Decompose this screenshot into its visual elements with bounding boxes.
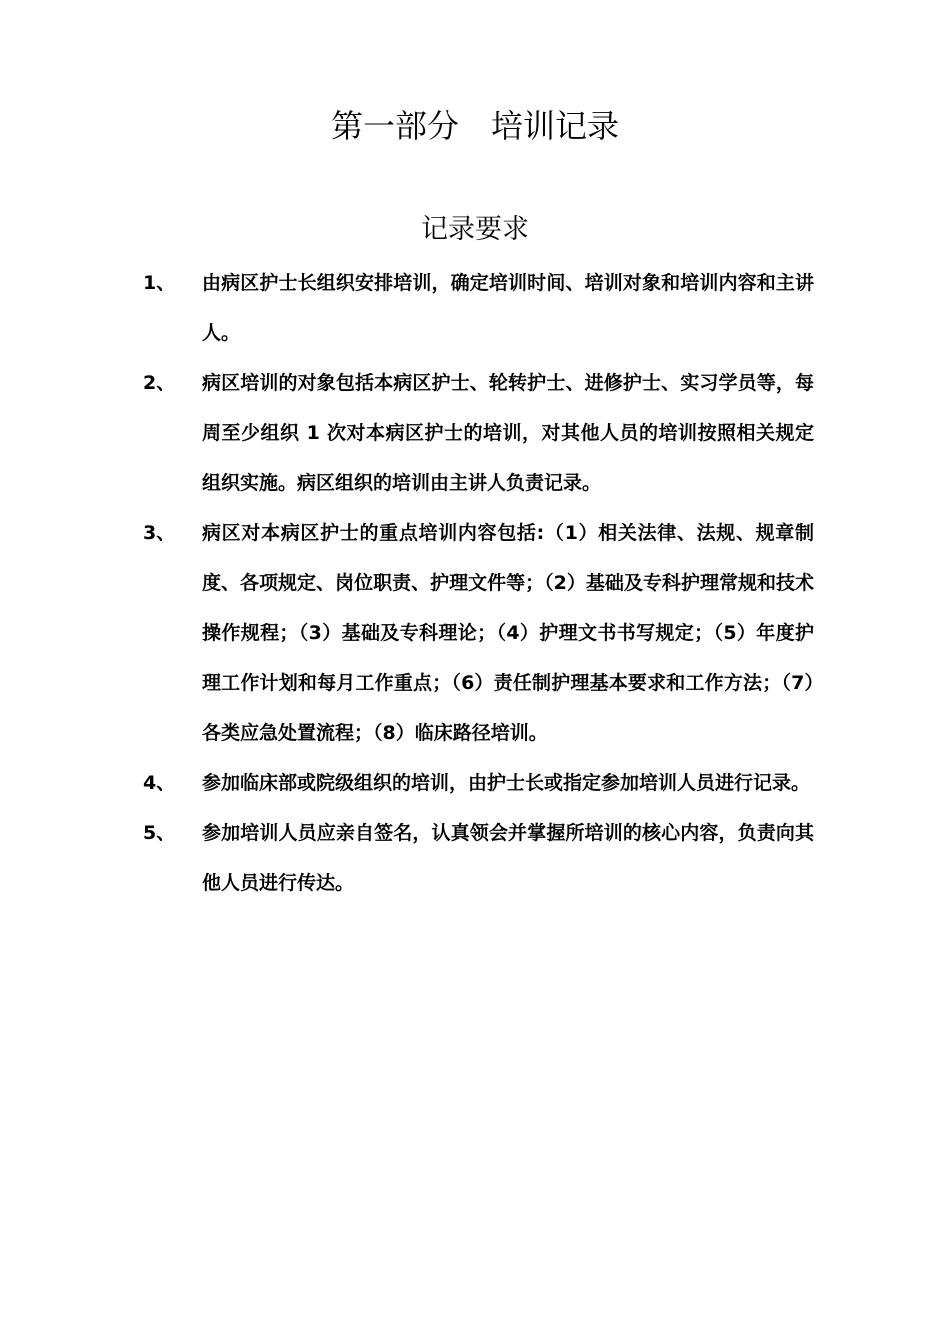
item-number: 3、 <box>143 522 176 544</box>
item-number: 4、 <box>143 772 176 794</box>
list-item <box>0 808 950 908</box>
list-item <box>0 258 950 358</box>
item-text: 病区培训的对象包括本病区护士、轮转护士、进修护士、实习学员等，每周至少组织 1 次对本病区护士的培训，对其他人员的培训按照相关规定组织实施。病区组织的培训由主讲人负责记录。 <box>202 372 814 494</box>
item-number: 1、 <box>143 272 176 294</box>
item-text: 由病区护士长组织安排培训，确定培训时间、培训对象和培训内容和主讲人。 <box>202 272 814 344</box>
item-text: 参加培训人员应亲自签名，认真领会并掌握所培训的核心内容，负责向其他人员进行传达。 <box>202 822 814 894</box>
item-text: 参加临床部或院级组织的培训，由护士长或指定参加培训人员进行记录。 <box>202 772 811 794</box>
page-title: 第一部分 培训记录 <box>330 107 619 145</box>
list-item <box>0 508 950 758</box>
requirements-list <box>0 258 950 908</box>
item-number: 5、 <box>143 822 176 844</box>
item-text: 病区对本病区护士的重点培训内容包括:（1）相关法律、法规、规章制度、各项规定、岗位职责、护理文件等；（2）基础及专科护理常规和技术操作规程；（3）基础及专科理论；（4）护理文书书写规定；（5）年度护理工作计划和每月工作重点；（6）责任制护理基本要求和工作方法；（7）各类应急处置流程；（8）临床路径培训。 <box>202 522 814 744</box>
list-item <box>0 758 950 808</box>
list-item <box>0 358 950 508</box>
section-subtitle: 记录要求 <box>421 214 529 245</box>
item-number: 2、 <box>143 372 176 394</box>
